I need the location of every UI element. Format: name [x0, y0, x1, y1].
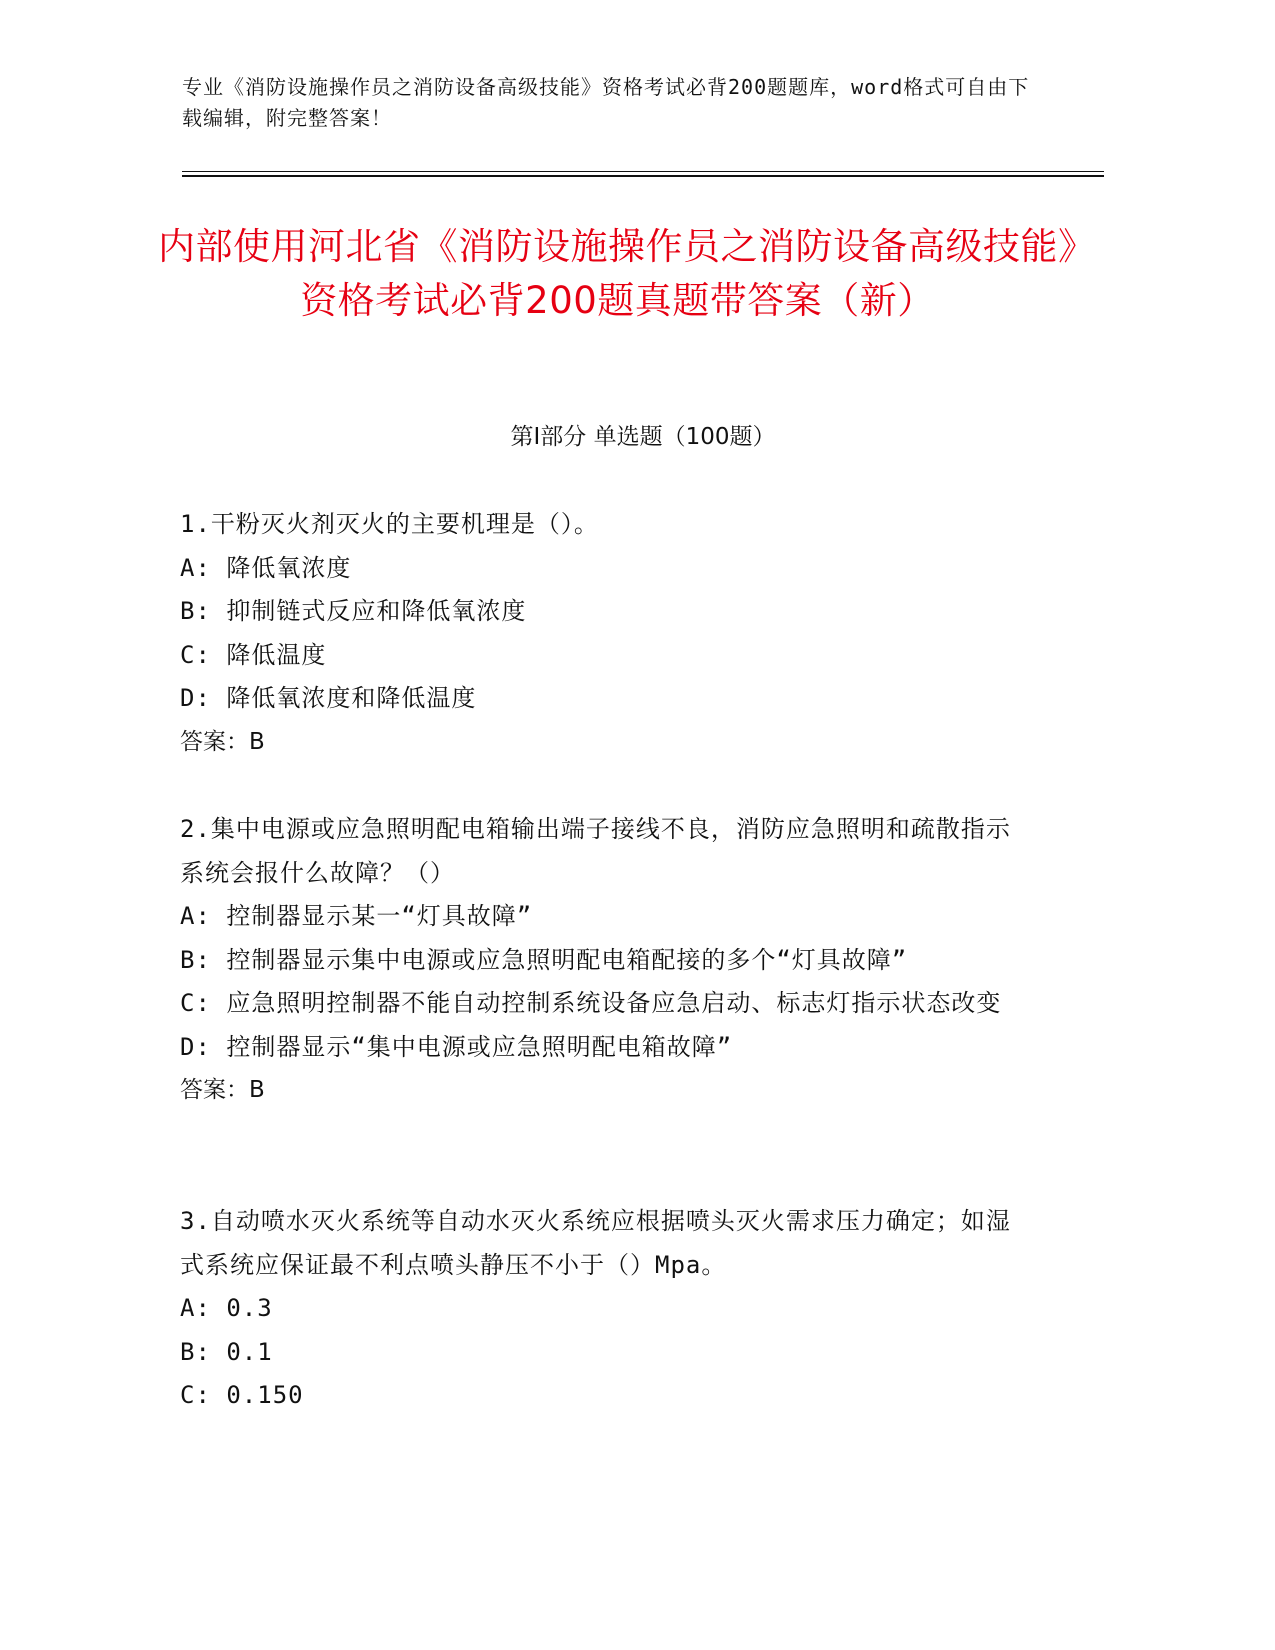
option-b: B: 控制器显示集中电源或应急照明配电箱配接的多个“灯具故障” [180, 945, 908, 974]
option-d: D: 降低氧浓度和降低温度 [180, 684, 477, 712]
option-a: A: 控制器显示某一“灯具故障” [180, 902, 533, 930]
question-stem: 3.自动喷水灭火系统等自动水灭火系统应根据喷头灭火需求压力确定；如湿式系统应保证最不利点喷头静压不小于（）Mpa。 [180, 1207, 1011, 1279]
option-c: C: 应急照明控制器不能自动控制系统设备应急启动、标志灯指示状态改变 [180, 989, 1002, 1017]
question-3 [180, 1200, 1030, 1418]
option-c: C: 降低温度 [180, 640, 327, 669]
answer: 答案：B [180, 1077, 265, 1103]
divider-top [182, 171, 1104, 172]
section-title: 第Ⅰ部分 单选题（100题） [510, 424, 776, 450]
option-b: B: 0.1 [180, 1337, 273, 1366]
option-a: A: 降低氧浓度 [180, 553, 352, 582]
option-d: D: 控制器显示“集中电源或应急照明配电箱故障” [180, 1032, 733, 1061]
answer: 答案：B [180, 728, 265, 755]
question-1 [180, 503, 1030, 764]
document-title: 内部使用河北省《消防设施操作员之消防设备高级技能》资格考试必背200题真题带答案（新） [158, 225, 1077, 322]
option-c: C: 0.150 [180, 1381, 304, 1409]
question-stem: 2.集中电源或应急照明配电箱输出端子接线不良，消防应急照明和疏散指示系统会报什么故障？（） [180, 815, 1011, 887]
divider-bottom [182, 175, 1104, 177]
option-a: A: 0.3 [180, 1294, 273, 1322]
header-note: 专业《消防设施操作员之消防设备高级技能》资格考试必背200题题库，word格式可自由下载编辑，附完整答案！ [182, 75, 1030, 130]
question-stem: 1.干粉灭火剂灭火的主要机理是（）。 [180, 510, 599, 538]
option-b: B: 抑制链式反应和降低氧浓度 [180, 597, 527, 625]
question-2 [180, 808, 1030, 1113]
